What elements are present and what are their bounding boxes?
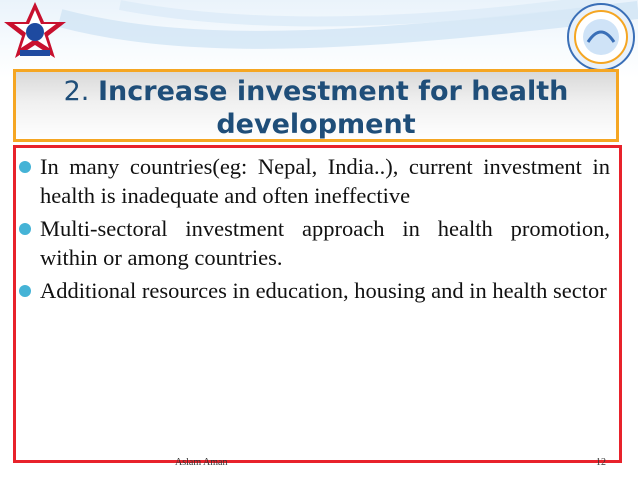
footer-author: Aslam Aman bbox=[175, 457, 228, 468]
bullet-text: Multi-sectoral investment approach in health promotion, within or among countries. bbox=[40, 216, 610, 270]
page-number: 12 bbox=[596, 457, 606, 468]
bullet-text: Additional resources in education, housing and in health sector bbox=[40, 278, 607, 303]
header-background bbox=[0, 0, 638, 78]
bullet-dot-icon bbox=[19, 161, 31, 173]
header-wave-decoration bbox=[0, 0, 638, 78]
bullet-item bbox=[14, 214, 610, 272]
slide-title-line1 bbox=[16, 75, 616, 108]
title-text-line2: development bbox=[216, 109, 416, 140]
slide-title bbox=[13, 69, 619, 142]
title-number: 2. bbox=[63, 76, 90, 107]
bullet-item bbox=[14, 152, 610, 210]
bullet-dot-icon bbox=[19, 223, 31, 235]
bullet-item bbox=[14, 276, 610, 305]
bullet-text: In many countries(eg: Nepal, India..), current investment in health is inadequate and often ineffective bbox=[40, 154, 610, 208]
circular-seal-logo-icon bbox=[566, 2, 636, 72]
bullet-list bbox=[14, 152, 610, 309]
nepal-emblem-logo-icon bbox=[0, 0, 70, 70]
bullet-dot-icon bbox=[19, 285, 31, 297]
title-text-line1: Increase investment for health bbox=[97, 76, 569, 107]
